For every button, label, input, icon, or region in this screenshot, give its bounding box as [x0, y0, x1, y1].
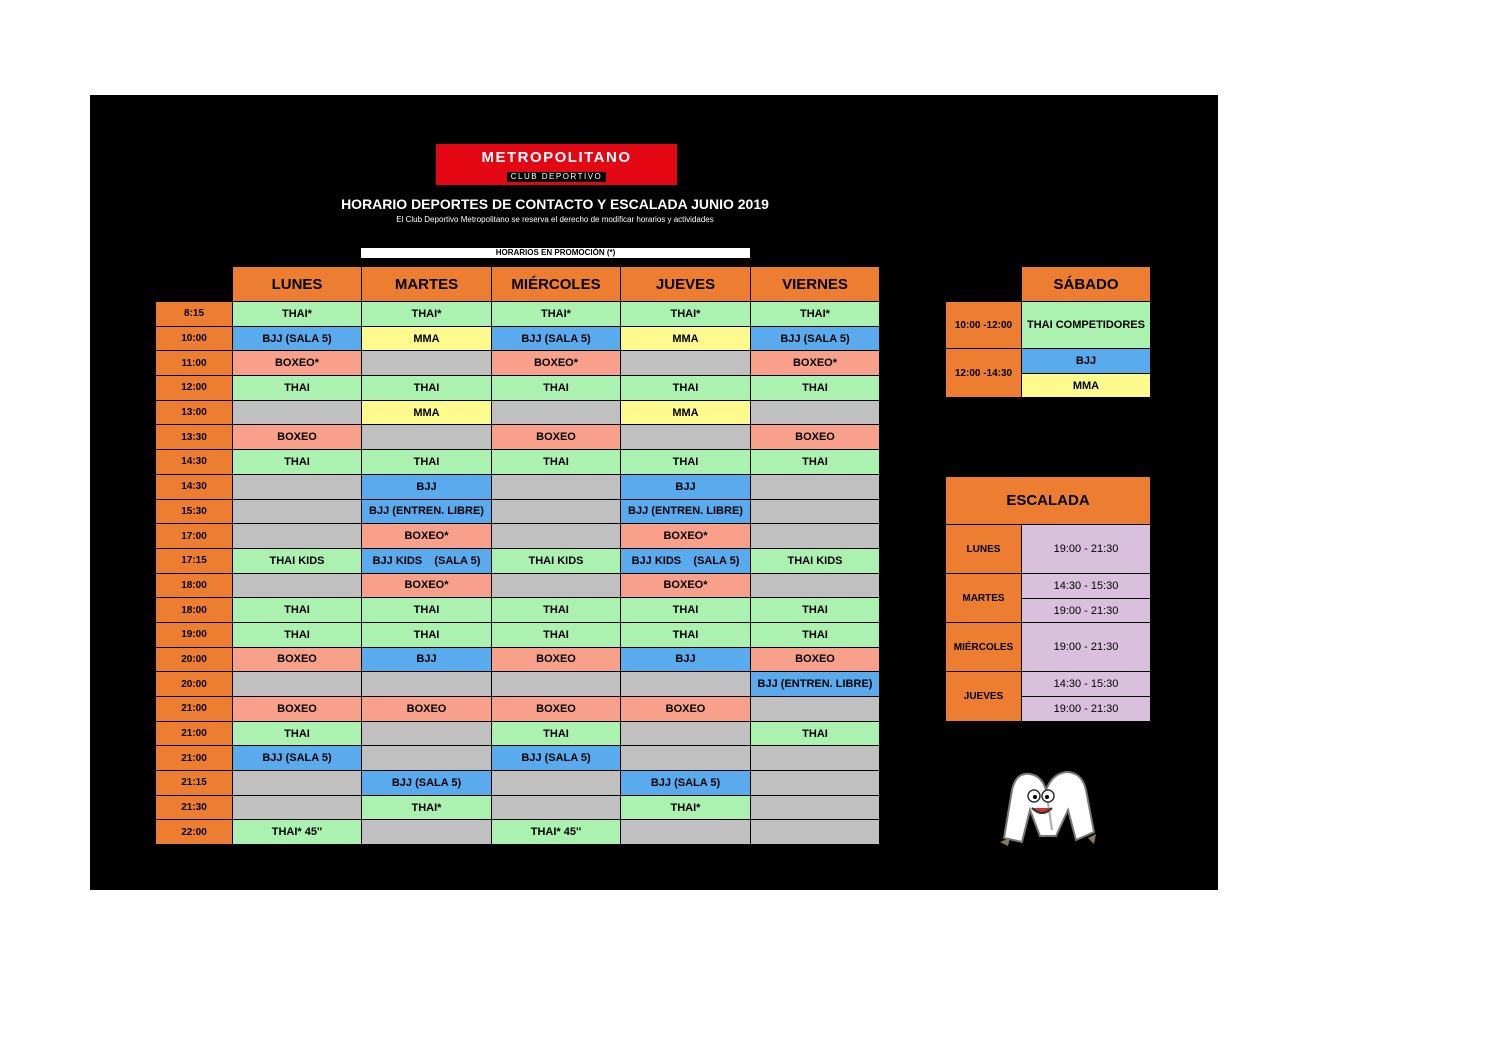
saturday-class-cell: BJJ [1022, 349, 1151, 374]
class-cell [621, 721, 751, 746]
class-cell [362, 721, 492, 746]
class-cell: THAI [492, 450, 621, 475]
class-cell: BJJ (SALA 5) [492, 326, 621, 351]
class-cell: BJJ (ENTREN. LIBRE) [621, 499, 751, 524]
class-cell: BJJ KIDS (SALA 5) [621, 548, 751, 573]
class-cell: BJJ (ENTREN. LIBRE) [362, 499, 492, 524]
class-cell: THAI KIDS [492, 548, 621, 573]
time-cell: 21:15 [156, 771, 233, 796]
class-cell [362, 351, 492, 376]
schedule-row [156, 647, 880, 672]
class-cell [233, 400, 362, 425]
time-cell: 11:00 [156, 351, 233, 376]
class-cell: THAI* [621, 795, 751, 820]
class-cell: THAI [621, 376, 751, 401]
saturday-class-cell: THAI COMPETIDORES [1022, 302, 1151, 349]
class-cell [751, 795, 880, 820]
class-cell: THAI* [492, 302, 621, 327]
class-cell: BOXEO [233, 425, 362, 450]
climbing-time-cell: 14:30 - 15:30 [1022, 574, 1151, 599]
class-cell [751, 697, 880, 722]
class-cell: BOXEO [233, 647, 362, 672]
climbing-time-cell: 19:00 - 21:30 [1022, 623, 1151, 672]
class-cell: THAI [233, 376, 362, 401]
class-cell: BJJ [621, 647, 751, 672]
time-cell: 17:15 [156, 548, 233, 573]
climbing-schedule-table [945, 476, 1151, 722]
schedule-row [156, 573, 880, 598]
class-cell [233, 672, 362, 697]
class-cell: THAI [362, 598, 492, 623]
saturday-row [946, 349, 1151, 374]
class-cell: THAI [751, 721, 880, 746]
time-cell: 21:00 [156, 746, 233, 771]
time-cell: 10:00 [156, 326, 233, 351]
schedule-row [156, 351, 880, 376]
time-cell: 20:00 [156, 672, 233, 697]
class-cell: BJJ (ENTREN. LIBRE) [751, 672, 880, 697]
class-cell [621, 672, 751, 697]
class-cell [492, 771, 621, 796]
climbing-day-cell: MIÉRCOLES [946, 623, 1022, 672]
saturday-row [946, 302, 1151, 349]
class-cell: THAI KIDS [233, 548, 362, 573]
schedule-row [156, 302, 880, 327]
schedule-row [156, 771, 880, 796]
saturday-header-row [946, 267, 1151, 302]
climbing-header: ESCALADA [946, 477, 1151, 525]
class-cell [233, 771, 362, 796]
saturday-class-cell: MMA [1022, 373, 1151, 398]
saturday-schedule-table [945, 266, 1151, 398]
climbing-row [946, 623, 1151, 672]
mascot-character-icon [990, 760, 1100, 850]
climbing-time-cell: 19:00 - 21:30 [1022, 525, 1151, 574]
class-cell [492, 474, 621, 499]
saturday-time-cell: 10:00 -12:00 [946, 302, 1022, 349]
header-corner [946, 267, 1022, 302]
class-cell: BJJ (SALA 5) [621, 771, 751, 796]
time-cell: 18:00 [156, 573, 233, 598]
class-cell [362, 746, 492, 771]
climbing-row [946, 672, 1151, 697]
class-cell: BOXEO* [492, 351, 621, 376]
class-cell: THAI* [621, 302, 751, 327]
time-cell: 18:00 [156, 598, 233, 623]
time-cell: 8:15 [156, 302, 233, 327]
class-cell: THAI [751, 622, 880, 647]
class-cell: THAI [362, 450, 492, 475]
class-cell [751, 771, 880, 796]
class-cell [492, 573, 621, 598]
climbing-day-cell: MARTES [946, 574, 1022, 623]
class-cell [751, 820, 880, 845]
class-cell [621, 746, 751, 771]
time-cell: 13:00 [156, 400, 233, 425]
class-cell: BJJ (SALA 5) [233, 746, 362, 771]
climbing-day-cell: LUNES [946, 525, 1022, 574]
time-cell: 17:00 [156, 524, 233, 549]
logo-sub: CLUB DEPORTIVO [507, 172, 607, 182]
class-cell: BOXEO [492, 425, 621, 450]
schedule-row [156, 746, 880, 771]
time-cell: 19:00 [156, 622, 233, 647]
saturday-header: SÁBADO [1022, 267, 1151, 302]
class-cell: THAI* [751, 302, 880, 327]
class-cell: BOXEO* [233, 351, 362, 376]
time-cell: 21:30 [156, 795, 233, 820]
class-cell: MMA [362, 326, 492, 351]
class-cell: THAI [233, 622, 362, 647]
schedule-row [156, 450, 880, 475]
class-cell: BOXEO* [621, 524, 751, 549]
class-cell: BJJ KIDS (SALA 5) [362, 548, 492, 573]
class-cell [751, 573, 880, 598]
schedule-row [156, 598, 880, 623]
class-cell [362, 672, 492, 697]
day-header: MARTES [362, 267, 492, 302]
class-cell: BJJ (SALA 5) [362, 771, 492, 796]
schedule-row [156, 672, 880, 697]
schedule-row [156, 622, 880, 647]
day-header: JUEVES [621, 267, 751, 302]
class-cell: THAI KIDS [751, 548, 880, 573]
header-corner [156, 267, 233, 302]
class-cell: BOXEO [233, 697, 362, 722]
class-cell: BOXEO [492, 697, 621, 722]
time-cell: 13:30 [156, 425, 233, 450]
class-cell: THAI* 45'' [233, 820, 362, 845]
class-cell: MMA [621, 400, 751, 425]
class-cell: THAI [621, 598, 751, 623]
class-cell: BOXEO* [362, 573, 492, 598]
schedule-row [156, 524, 880, 549]
schedule-row [156, 326, 880, 351]
class-cell: THAI [362, 622, 492, 647]
class-cell: THAI [492, 598, 621, 623]
schedule-row [156, 697, 880, 722]
class-cell [492, 499, 621, 524]
class-cell [751, 499, 880, 524]
class-cell: THAI [751, 598, 880, 623]
class-cell: BJJ [621, 474, 751, 499]
class-cell: BJJ (SALA 5) [751, 326, 880, 351]
class-cell [751, 400, 880, 425]
climbing-day-cell: JUEVES [946, 672, 1022, 721]
class-cell: THAI [492, 622, 621, 647]
class-cell: THAI [751, 376, 880, 401]
class-cell: BOXEO [621, 697, 751, 722]
schedule-row [156, 548, 880, 573]
class-cell: THAI [362, 376, 492, 401]
time-cell: 21:00 [156, 697, 233, 722]
class-cell [492, 524, 621, 549]
class-cell [492, 400, 621, 425]
class-cell [362, 820, 492, 845]
class-cell: THAI* [362, 795, 492, 820]
climbing-time-cell: 19:00 - 21:30 [1022, 697, 1151, 722]
time-cell: 21:00 [156, 721, 233, 746]
day-header: MIÉRCOLES [492, 267, 621, 302]
schedule-row [156, 499, 880, 524]
class-cell: BOXEO [751, 425, 880, 450]
class-cell: MMA [621, 326, 751, 351]
saturday-time-cell: 12:00 -14:30 [946, 349, 1022, 398]
time-cell: 20:00 [156, 647, 233, 672]
time-cell: 22:00 [156, 820, 233, 845]
time-cell: 14:30 [156, 450, 233, 475]
logo-brand: METROPOLITANO [481, 149, 632, 166]
time-cell: 15:30 [156, 499, 233, 524]
class-cell: BOXEO* [621, 573, 751, 598]
schedule-row [156, 795, 880, 820]
class-cell [233, 524, 362, 549]
time-cell: 14:30 [156, 474, 233, 499]
day-header: VIERNES [751, 267, 880, 302]
class-cell: THAI [492, 721, 621, 746]
class-cell [233, 499, 362, 524]
day-header-row [156, 267, 880, 302]
schedule-row [156, 400, 880, 425]
class-cell: BOXEO [362, 697, 492, 722]
class-cell: THAI [621, 622, 751, 647]
class-cell: BJJ [362, 474, 492, 499]
time-cell: 12:00 [156, 376, 233, 401]
class-cell: BJJ (SALA 5) [492, 746, 621, 771]
climbing-time-cell: 14:30 - 15:30 [1022, 672, 1151, 697]
page-subtitle: El Club Deportivo Metropolitano se reserva el derecho de modificar horarios y actividades [396, 215, 714, 224]
page-title: HORARIO DEPORTES DE CONTACTO Y ESCALADA JUNIO 2019 [341, 196, 769, 212]
class-cell [492, 672, 621, 697]
class-cell [751, 746, 880, 771]
class-cell: THAI [492, 376, 621, 401]
schedule-row [156, 376, 880, 401]
weekday-schedule-table [155, 266, 880, 845]
class-cell [233, 474, 362, 499]
class-cell [621, 351, 751, 376]
class-cell: THAI* [362, 302, 492, 327]
schedule-row [156, 820, 880, 845]
club-logo [436, 144, 677, 185]
schedule-row [156, 425, 880, 450]
schedule-row [156, 474, 880, 499]
class-cell [233, 795, 362, 820]
class-cell [621, 820, 751, 845]
class-cell: THAI* 45'' [492, 820, 621, 845]
class-cell [492, 795, 621, 820]
class-cell: THAI [751, 450, 880, 475]
class-cell [233, 573, 362, 598]
class-cell: THAI [621, 450, 751, 475]
class-cell [751, 474, 880, 499]
class-cell: THAI [233, 450, 362, 475]
climbing-time-cell: 19:00 - 21:30 [1022, 598, 1151, 623]
climbing-row [946, 525, 1151, 574]
class-cell: THAI [233, 721, 362, 746]
schedule-row [156, 721, 880, 746]
class-cell [621, 425, 751, 450]
class-cell: BOXEO* [362, 524, 492, 549]
class-cell: BOXEO [492, 647, 621, 672]
class-cell: BOXEO [751, 647, 880, 672]
class-cell [362, 425, 492, 450]
class-cell: MMA [362, 400, 492, 425]
class-cell: THAI* [233, 302, 362, 327]
class-cell: BOXEO* [751, 351, 880, 376]
class-cell [751, 524, 880, 549]
promo-note: HORARIOS EN PROMOCIÓN (*) [361, 248, 750, 258]
climbing-row [946, 574, 1151, 599]
class-cell: BJJ [362, 647, 492, 672]
climbing-header-row [946, 477, 1151, 525]
day-header: LUNES [233, 267, 362, 302]
class-cell: THAI [233, 598, 362, 623]
class-cell: BJJ (SALA 5) [233, 326, 362, 351]
